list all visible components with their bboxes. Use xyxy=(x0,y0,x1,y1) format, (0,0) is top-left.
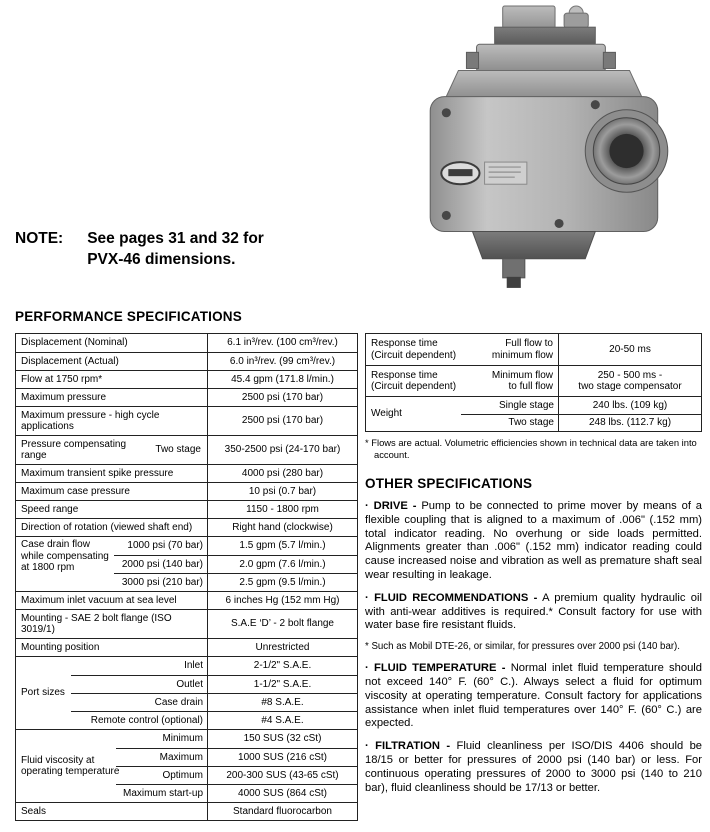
row-max-pressure-high-cycle xyxy=(16,406,357,435)
row-displacement-actual xyxy=(16,352,357,370)
spec-group-label: Weight xyxy=(371,408,402,420)
note-label: NOTE: xyxy=(15,230,64,247)
case-drain-subrow xyxy=(114,573,357,591)
spec-label: Maximum pressure xyxy=(16,389,208,406)
paragraph-fluid-recommendations: · FLUID RECOMMENDATIONS - A premium quality hydraulic oil with anti-wear additives is required.* Consult factory for use with water base fire resistant fluids. xyxy=(365,591,702,632)
row-flow-1750 xyxy=(16,370,357,388)
spec-value: 1000 SUS (216 cSt) xyxy=(238,751,327,763)
paragraph-term: · DRIVE - xyxy=(365,500,417,512)
spec-label: Maximum case pressure xyxy=(16,483,208,500)
port-size-subrow xyxy=(71,675,357,693)
port-size-subrow xyxy=(71,693,357,711)
spec-value: 6 inches Hg (152 mm Hg) xyxy=(225,594,340,606)
spec-sublabel: Minimum xyxy=(116,730,208,748)
spec-value: 4000 psi (280 bar) xyxy=(241,467,324,479)
spec-value: 2.5 gpm (9.5 l/min.) xyxy=(239,576,326,588)
spec-value: 1150 - 1800 rpm xyxy=(246,503,319,515)
spec-label: Displacement (Actual) xyxy=(16,353,208,370)
spec-sublabel: 1000 psi (70 bar) xyxy=(114,537,208,555)
spec-sublabel: Single stage xyxy=(461,397,559,414)
spec-value: 4000 SUS (864 cSt) xyxy=(238,787,327,799)
spec-label: Maximum inlet vacuum at sea level xyxy=(16,592,208,609)
spec-value: 240 lbs. (109 kg) xyxy=(592,399,668,411)
spec-label: Pressure compensating range Two stage xyxy=(16,436,208,464)
spec-label: Displacement (Nominal) xyxy=(16,334,208,352)
port-size-subrow xyxy=(71,711,357,729)
row-direction-rotation xyxy=(16,518,357,536)
performance-specifications-title: PERFORMANCE SPECIFICATIONS xyxy=(15,309,242,324)
row-max-inlet-vacuum xyxy=(16,591,357,609)
spec-sublabel: Optimum xyxy=(116,767,208,784)
pump-illustration xyxy=(398,0,700,302)
spec-value: 2.0 gpm (7.6 l/min.) xyxy=(239,558,326,570)
spec-value: 150 SUS (32 cSt) xyxy=(243,733,322,745)
row-max-case-pressure xyxy=(16,482,357,500)
spec-label: Direction of rotation (viewed shaft end) xyxy=(16,519,208,536)
spec-sublabel: Minimum flow to full flow xyxy=(491,369,553,392)
flows-footnote: * Flows are actual. Volumetric efficiencies shown in technical data are taken into account. xyxy=(365,437,697,460)
paragraph-term: · FLUID RECOMMENDATIONS - xyxy=(365,591,538,604)
row-seals xyxy=(16,802,357,820)
spec-group-label: Fluid viscosity at operating temperature xyxy=(21,754,120,777)
viscosity-subrow xyxy=(116,766,357,784)
spec-label: Maximum pressure - high cycle applications xyxy=(16,407,208,435)
weight-subrow xyxy=(461,414,701,431)
spec-label: Flow at 1750 rpm* xyxy=(16,371,208,388)
viscosity-subrow xyxy=(116,748,357,766)
performance-spec-table xyxy=(15,333,358,821)
spec-value: S.A.E ‘D’ - 2 bolt flange xyxy=(230,618,334,630)
paragraph-fluid-temperature: · FLUID TEMPERATURE - Normal inlet fluid temperature should not exceed 140° F. (60° C.). Always select a fluid for optimum viscosity at operating temperature. Consult factory for applications assistance when inlet fluid temperatures over 140° F. (60° C.) are expected. xyxy=(365,662,703,730)
spec-value: 350-2500 psi (24-170 bar) xyxy=(224,444,341,456)
row-port-sizes xyxy=(16,656,357,729)
note-block xyxy=(15,228,264,270)
spec-value: 6.1 in³/rev. (100 cm³/rev.) xyxy=(227,337,338,349)
spec-value: 20-50 ms xyxy=(609,343,651,355)
spec-sublabel: Inlet xyxy=(71,657,208,675)
mobil-footnote: * Such as Mobil DTE-26, or similar, for pressures over 2000 psi (140 bar). xyxy=(365,641,680,653)
other-specifications-title: OTHER SPECIFICATIONS xyxy=(365,476,533,491)
weight-subrow xyxy=(461,397,701,414)
spec-value: #4 S.A.E. xyxy=(261,714,304,726)
spec-label: Maximum transient spike pressure xyxy=(16,465,208,482)
spec-label: Seals xyxy=(16,803,208,820)
response-weight-table xyxy=(365,333,702,432)
pump-shaft xyxy=(503,259,525,288)
spec-sublabel: Remote control (optional) xyxy=(71,712,208,729)
spec-value: 2-1/2" S.A.E. xyxy=(253,660,312,672)
paragraph-term: · FLUID TEMPERATURE - xyxy=(365,662,506,675)
spec-value: 248 lbs. (112.7 kg) xyxy=(588,417,672,429)
spec-value: Right hand (clockwise) xyxy=(232,521,333,533)
spec-label: Mounting position xyxy=(16,639,208,656)
spec-sublabel: Outlet xyxy=(71,676,208,693)
paragraph-term: · FILTRATION - xyxy=(365,740,451,753)
row-case-drain-flow xyxy=(16,536,357,591)
spec-sublabel: Case drain xyxy=(71,694,208,711)
paragraph-filtration: · FILTRATION - Fluid cleanliness per ISO/DIS 4406 should be 18/15 or better for pressures of 2000 psi (140 bar) or less. For continuous operating pressures of 2000 to 3000 psi (140 to 210 bar), fluid cleanliness should be 17/13 or better. xyxy=(365,740,703,794)
spec-value: 250 - 500 ms - two stage compensator xyxy=(578,369,682,392)
row-max-pressure xyxy=(16,388,357,406)
case-drain-subrow xyxy=(114,537,357,555)
spec-sublabel: 2000 psi (140 bar) xyxy=(114,556,208,573)
spec-value: 2500 psi (170 bar) xyxy=(241,391,324,403)
pump-valve-block xyxy=(466,44,615,71)
note-text: See pages 31 and 32 for PVX-46 dimensions. xyxy=(87,230,264,268)
spec-value: Standard fluorocarbon xyxy=(233,805,332,817)
spec-label: Response time (Circuit dependent) Minimum flow to full flow xyxy=(366,366,559,396)
spec-value: 6.0 in³/rev. (99 cm³/rev.) xyxy=(229,355,336,367)
row-mounting xyxy=(16,609,357,638)
row-fluid-viscosity xyxy=(16,729,357,802)
row-weight xyxy=(366,396,701,431)
spec-group-label: Case drain flow while compensating at 1800 rpm xyxy=(21,539,109,573)
spec-value: 2500 psi (170 bar) xyxy=(241,415,324,427)
row-response-full-to-min xyxy=(366,334,701,365)
row-speed-range xyxy=(16,500,357,518)
right-column xyxy=(365,333,702,795)
spec-value: 10 psi (0.7 bar) xyxy=(248,485,317,497)
paragraph-drive: · DRIVE - Pump to be connected to prime mover by means of a flexible coupling that is aligned to a maximum of .006" (.152 mm) total indicator reading. No overhung or side loads permitted. Alignments greater than .006" (.152 mm) indicator reading could cause increased noise and vibration as well as premature shaft seal wear resulting in leakage. xyxy=(365,500,703,581)
case-drain-subrow xyxy=(114,555,357,573)
pump-top-fittings xyxy=(495,6,596,48)
spec-value: 200-300 SUS (43-65 cSt) xyxy=(226,769,339,781)
spec-sublabel: Maximum start-up xyxy=(116,785,208,802)
spec-sublabel: Maximum xyxy=(116,749,208,766)
pump-port-flange xyxy=(585,110,668,193)
row-max-transient-spike xyxy=(16,464,357,482)
spec-value: Unrestricted xyxy=(255,641,310,653)
spec-sublabel: Two stage xyxy=(155,444,201,456)
row-displacement-nominal xyxy=(16,334,357,352)
row-response-min-to-full xyxy=(366,365,701,396)
spec-label: Response time (Circuit dependent) Full flow to minimum flow xyxy=(366,334,559,365)
pump-nameplate xyxy=(441,162,527,184)
spec-sublabel: Two stage xyxy=(461,415,559,431)
spec-sublabel: Full flow to minimum flow xyxy=(491,338,553,361)
row-pressure-compensating-range xyxy=(16,435,357,464)
spec-value: 45.4 gpm (171.8 l/min.) xyxy=(231,373,334,385)
spec-value: 1-1/2" S.A.E. xyxy=(253,678,312,690)
spec-value: #8 S.A.E. xyxy=(261,696,304,708)
spec-label: Speed range xyxy=(16,501,208,518)
spec-label: Mounting - SAE 2 bolt flange (ISO 3019/1) xyxy=(16,610,208,638)
pump-bottom-flange xyxy=(472,232,595,259)
spec-value: 1.5 gpm (5.7 l/min.) xyxy=(239,540,326,552)
viscosity-subrow xyxy=(116,784,357,802)
spec-group-label: Port sizes xyxy=(21,687,65,699)
spec-sublabel: 3000 psi (210 bar) xyxy=(114,574,208,591)
viscosity-subrow xyxy=(116,730,357,748)
row-mounting-position xyxy=(16,638,357,656)
port-size-subrow xyxy=(71,657,357,675)
pump-photo xyxy=(398,0,700,302)
pump-upper-housing xyxy=(445,70,642,98)
